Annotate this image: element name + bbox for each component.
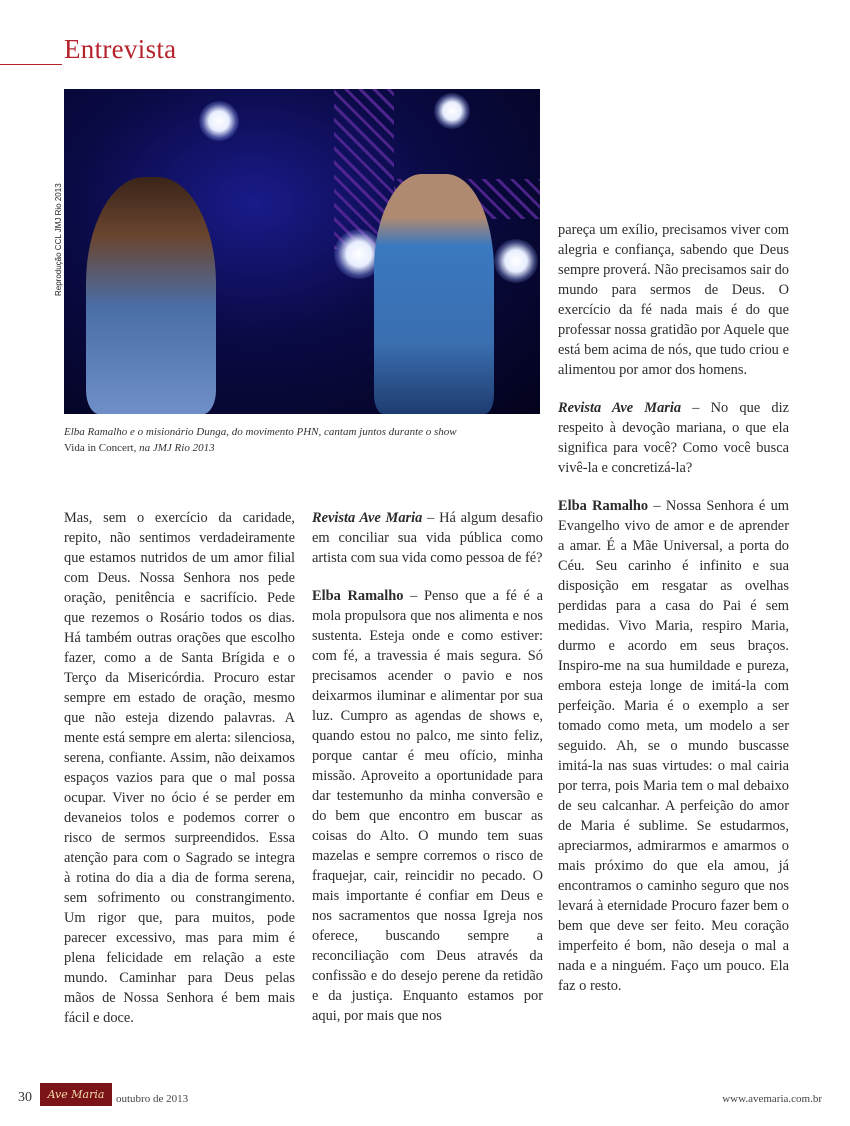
section-rule xyxy=(0,64,62,65)
photo-credit: Reprodução CCL JMJ Rio 2013 xyxy=(54,183,63,296)
answer-text: – Nossa Senhora é um Evangelho vivo de amor e de aprender a amar. É a Mãe Universal, a porta do Céu. Seu carinho é infinito e sua disposição em resgatar as ovelhas perdidas para a casa do Pai é sem medidas. Vivo Maria, respiro Maria, durmo e acordo em seus braços. Inspiro-me na sua humildade e pureza, embora esteja longe de imitá-la com perfeição. Maria é o exemplo a ser tomado como meta, um modelo a ser seguido. Ah, se o mundo buscasse imitá-la nas suas virtudes: o mal cairia por terra, pois Maria tem o mal debaixo de seu calcanhar. A perfeição do amor de Maria é sublime. Se estudarmos, apreciarmos, admirarmos e amarmos o mais próximo do que ela amou, já encontramos o caminho seguro que nos levará à eternidade Procuro fazer bem o bem que deve ser feito. Meu coração imperfeito é bom, não deseja o mal a nada e a ninguém. Faço um pouco. Ela faz o resto. xyxy=(558,498,789,994)
interviewee-label: Elba Ramalho xyxy=(312,588,404,604)
paragraph: Mas, sem o exercício da caridade, repito, não sentimos verdadeiramente que estamos nutridos de um amor filial com Deus. Nossa Senhora nos pede oração, penitência e sacrifício. Pede que rezemos o Rosário todos os dias. Há também outras orações que escolho fazer, como a de Santa Brígida e o Terço da Misericórdia. Procuro estar sempre em estado de oração, mesmo que não esteja dizendo palavras. A mente está sempre em alerta: silenciosa, serena, confiante. Assim, não deixamos espaços vazios para que o mal possa ocupar. Viver no ócio é se perder em devaneios tolos e podemos correr o risco de sermos surpreendidos. Essa atenção para com o Sagrado se integra à rotina do dia a dia de forma serena, sem sofrimento ou constrangimento. Um rigor que, para muitos, pode parecer excessivo, mas para mim é plena felicidade em relação a este mundo. Caminhar para Deus pelas mãos de Nossa Senhora é bem mais fácil e doce. xyxy=(64,510,295,1026)
answer-paragraph xyxy=(312,586,543,1026)
interviewer-label: Revista Ave Maria xyxy=(558,400,682,416)
column-2 xyxy=(312,508,543,1044)
interviewer-label: Revista Ave Maria xyxy=(312,510,423,526)
question-text: – Há algum desafio em conciliar sua vida pública como artista com sua vida como pessoa de fé? xyxy=(312,510,543,566)
answer-text: – Penso que a fé é a mola propulsora que nos alimenta e nos sustenta. Esteja onde e como estiver: com fé, a travessia é mais segura. Só precisamos acender o pavio e nos deixarmos iluminar e alimentar por sua luz. Cumpro as agendas de shows e, quando estou no palco, me sinto feliz, porque cantar é meu ofício, minha missão. Aproveito a oportunidade para dar testemunho da minha conversão e do bem que encontro em buscar as coisas do Alto. O mundo tem suas mazelas e sempre corremos o risco de fraquejar, cair, reincidir no pecado. O mais importante é confiar em Deus e nos sacramentos que nossa Igreja nos oferece, buscando sempre a reconciliação com Deus através da confissão e do desejo perene da retidão e da justiça. Enquanto estamos por aqui, por mais que nos xyxy=(312,588,543,1024)
page-number: 30 xyxy=(18,1090,32,1105)
photo-caption xyxy=(64,424,544,456)
question-paragraph xyxy=(558,398,789,478)
concert-photo xyxy=(64,89,540,414)
magazine-logo: Ave Maria xyxy=(40,1083,112,1106)
paragraph: pareça um exílio, precisamos viver com alegria e confiança, sabendo que Deus sempre proverá. Não precisamos sair do mundo para sermos de Deus. O exercício da fé nada mais é do que professar nossa gratidão por Aquele que está bem acima de nós, que tudo criou e alimentou por amor dos homens. xyxy=(558,222,789,378)
stage-light xyxy=(494,239,538,283)
website-url[interactable]: www.avemaria.com.br xyxy=(722,1093,822,1105)
singer-figure xyxy=(374,174,494,414)
column-3 xyxy=(558,220,789,1014)
column-1 xyxy=(64,508,295,1046)
issue-date: outubro de 2013 xyxy=(116,1093,189,1105)
caption-tail: na JMJ Rio 2013 xyxy=(136,442,215,454)
question-text: – No que diz respeito à devoção mariana, o que ela significa para você? Como você busca vivê-la e concretizá-la? xyxy=(558,400,789,476)
stage-light xyxy=(199,101,239,141)
stage-light xyxy=(434,93,470,129)
caption-show: Vida in Concert, xyxy=(64,442,137,454)
interviewee-label: Elba Ramalho xyxy=(558,498,649,514)
caption-main: Elba Ramalho e o misionário Dunga, do movimento PHN, cantam juntos durante o show xyxy=(64,426,457,438)
singer-figure xyxy=(86,177,216,414)
answer-paragraph xyxy=(558,496,789,996)
question-paragraph xyxy=(312,508,543,568)
section-title: Entrevista xyxy=(64,34,177,64)
